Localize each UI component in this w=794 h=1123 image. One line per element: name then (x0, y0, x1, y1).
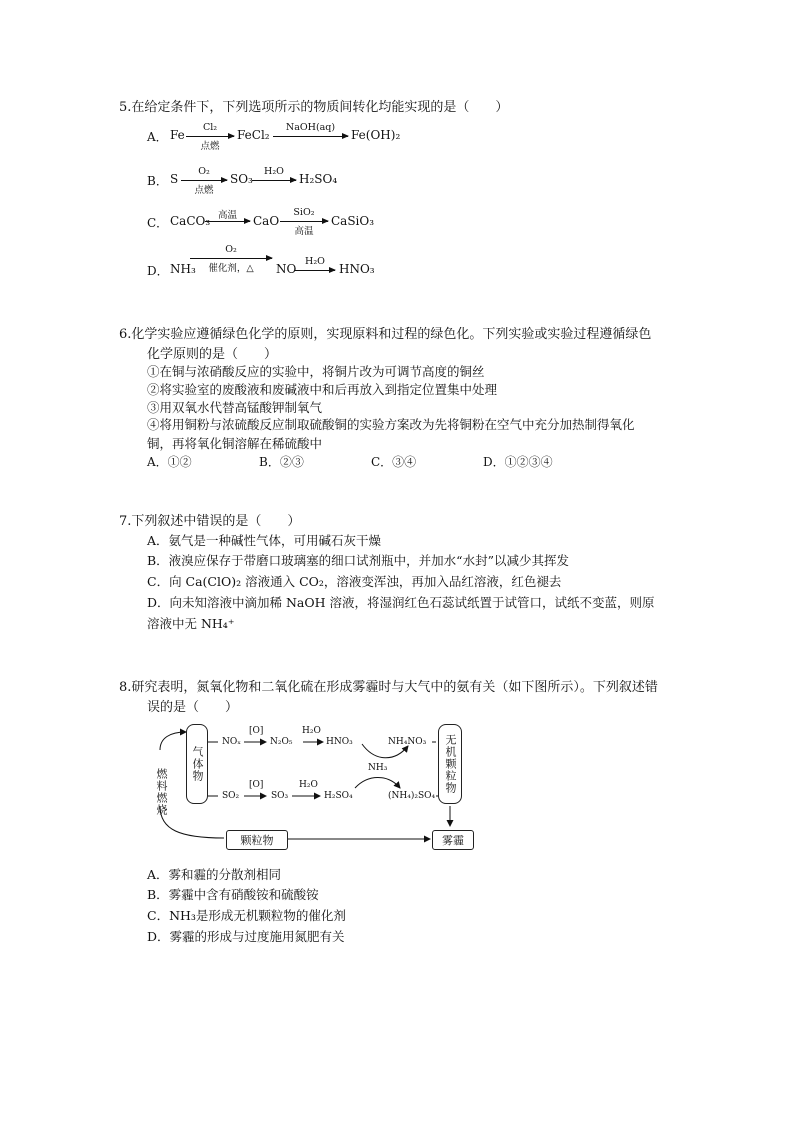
species: H₂SO₄ (324, 791, 353, 801)
condition-bottom: 点燃 (200, 141, 220, 152)
q8-stem-line1: 8.研究表明，氮氧化物和二氧化硫在形成雾霾时与大气中的氨有关（如下图所示）。下列叙述错 (119, 680, 658, 695)
species: Fe (170, 128, 185, 142)
reaction-arrow (190, 258, 272, 259)
reagent: NH₃ (368, 763, 388, 773)
species: SO₃ (271, 791, 289, 801)
q8-option-d[interactable]: D．雾霾的形成与过度施用氮肥有关 (147, 929, 345, 944)
condition-top: O₂ (225, 244, 237, 255)
condition-bottom: 点燃 (194, 185, 214, 196)
q7-stem: 7.下列叙述中错误的是（ ） (119, 514, 301, 529)
q8-option-b[interactable]: B．雾霾中含有硝酸铵和硫酸铵 (147, 887, 319, 902)
fuel-combustion-label: 燃料燃烧 (155, 768, 168, 816)
condition-top: H₂O (305, 256, 325, 267)
species: Fe(OH)₂ (351, 128, 401, 142)
species: FeCl₂ (237, 128, 270, 142)
condition: H₂O (299, 780, 318, 790)
reaction-arrow (205, 221, 250, 222)
q7-option-d[interactable]: D．向未知溶液中滴加稀 NaOH 溶液，将湿润红色石蕊试纸置于试管口，试纸不变蓝，则原 (147, 595, 655, 610)
q6-item-3: ③用双氧水代替高锰酸钾制氧气 (147, 400, 323, 415)
species: N₂O₅ (270, 737, 293, 747)
condition-top: SiO₂ (293, 207, 315, 218)
species: SO₂ (222, 791, 240, 801)
reaction-arrow (181, 180, 227, 181)
q6-item-4-cont: 铜，再将氧化铜溶解在稀硫酸中 (147, 436, 323, 451)
species: CaSiO₃ (331, 214, 375, 228)
smog-box: 雾霾 (432, 830, 474, 850)
q8-option-a[interactable]: A．雾和霾的分散剂相同 (147, 867, 282, 882)
species: CaCO₃ (170, 214, 211, 228)
reaction-arrow (186, 136, 234, 137)
option-letter: B． (147, 174, 168, 188)
q7-option-b[interactable]: B．液溴应保存于带磨口玻璃塞的细口试剂瓶中，并加水“水封”以减少其挥发 (147, 553, 569, 568)
q6-option-b[interactable]: B．②③ (259, 455, 304, 469)
q6-option-d[interactable]: D．①②③④ (483, 455, 553, 469)
option-letter: C． (147, 216, 169, 230)
condition-top: Cl₂ (202, 122, 218, 133)
q7-option-d-cont: 溶液中无 NH₄⁺ (147, 616, 235, 631)
reaction-arrow (295, 270, 335, 271)
species: (NH₄)₂SO₄ (388, 791, 436, 801)
q7-option-c[interactable]: C．向 Ca(ClO)₂ 溶液通入 CO₂，溶液变浑浊，再加入品红溶液，红色褪去 (147, 574, 562, 589)
q8-option-c[interactable]: C．NH₃是形成无机颗粒物的催化剂 (147, 908, 346, 923)
condition: [O] (249, 726, 264, 736)
condition-top: 高温 (217, 210, 237, 221)
species: NH₄NO₃ (388, 737, 427, 747)
species: NOₓ (222, 737, 242, 747)
condition-top: H₂O (264, 166, 284, 177)
condition-top: O₂ (198, 166, 210, 177)
condition: H₂O (302, 726, 321, 736)
q6-stem-line1: 6.化学实验应遵循绿色化学的原则，实现原料和过程的绿色化。下列实验或实验过程遵循绿色 (119, 327, 652, 342)
q6-item-4: ④将用铜粉与浓硫酸反应制取硫酸铜的实验方案改为先将铜粉在空气中充分加热制得氧化 (147, 417, 635, 432)
q6-item-1: ①在铜与浓硝酸反应的实验中，将铜片改为可调节高度的铜丝 (147, 364, 485, 379)
species: NO (276, 262, 297, 276)
species: HNO₃ (339, 262, 375, 276)
q6-item-2: ②将实验室的废酸液和废碱液中和后再放入到指定位置集中处理 (147, 382, 498, 397)
condition: [O] (249, 780, 264, 790)
condition-top: NaOH(aq) (285, 122, 336, 133)
q6-option-a[interactable]: A．①② (147, 455, 192, 469)
condition-bottom: 高温 (294, 226, 314, 237)
option-letter: A． (147, 130, 168, 144)
reaction-arrow (252, 180, 296, 181)
q6-stem-line2: 化学原则的是（ ） (147, 347, 278, 362)
gas-box: 气体物 (186, 724, 208, 804)
species: H₂SO₄ (299, 172, 338, 186)
q5-stem: 5.在给定条件下，下列选项所示的物质间转化均能实现的是（ ） (119, 100, 509, 115)
species: S (170, 172, 179, 186)
species: NH₃ (170, 262, 196, 276)
condition-bottom: 催化剂，△ (208, 263, 254, 274)
q7-option-a[interactable]: A．氨气是一种碱性气体，可用碱石灰干燥 (147, 533, 382, 548)
species: SO₃ (230, 172, 253, 186)
reaction-arrow (280, 221, 328, 222)
species: HNO₃ (326, 737, 353, 747)
q8-stem-line2: 误的是（ ） (147, 700, 239, 715)
option-letter: D． (147, 264, 169, 278)
particles-box: 颗粒物 (226, 830, 288, 850)
inorganic-particles-box: 无机颗粒物 (438, 724, 462, 804)
species: CaO (253, 214, 280, 228)
reaction-arrow (273, 136, 348, 137)
q6-option-c[interactable]: C．③④ (371, 455, 417, 469)
